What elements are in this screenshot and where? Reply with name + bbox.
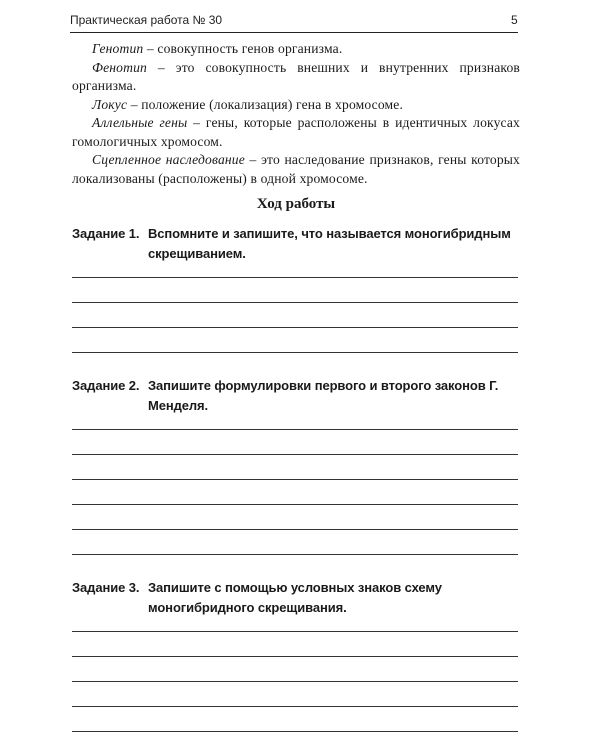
definition-genotype [72,40,520,59]
definition-linked-inheritance [72,151,520,188]
definition-term: Сцепленное наследование [92,152,245,167]
definition-text: – положение (локализация) гена в хромосоме. [127,96,404,112]
running-header [70,10,518,33]
definition-term: Локус [92,96,128,112]
answer-line[interactable] [72,302,518,303]
definition-locus [72,96,520,115]
definition-text: – совокупность генов организма. [143,41,343,56]
answer-line[interactable] [72,479,518,480]
task-label: Задание 3. [72,580,140,595]
answer-line[interactable] [72,731,518,732]
answer-line[interactable] [72,454,518,455]
answer-line[interactable] [72,529,518,530]
definition-text: – это наследование признаков, гены которых локализованы (расположены) в одной хромосоме. [72,152,520,186]
answer-line[interactable] [72,681,518,682]
definition-phenotype [72,59,520,96]
answer-line[interactable] [72,277,518,278]
task-text: Вспомните и запишите, что называется моногибридным скрещиванием. [148,226,511,261]
answer-line[interactable] [72,504,518,505]
definition-term: Генотип [92,41,144,56]
definitions-block [72,40,520,188]
task-text: Запишите формулировки первого и второго законов Г. Менделя. [148,378,499,413]
page-number: 5 [511,13,518,27]
answer-line[interactable] [72,327,518,328]
definition-term: Фенотип [92,59,147,75]
task-1 [72,224,522,264]
answer-line[interactable] [72,631,518,632]
section-title: Ход работы [256,196,336,212]
answer-line[interactable] [72,429,518,430]
definition-term: Аллельные гены [92,115,188,130]
answer-line[interactable] [72,706,518,707]
header-title: Практическая работа № 30 [70,13,223,27]
task-label: Задание 1. [72,226,140,241]
definition-text: – это совокупность внешних и внутренних признаков организма. [72,59,520,93]
answer-line[interactable] [72,656,518,657]
task-2 [72,376,522,416]
answer-line[interactable] [72,352,518,353]
answer-line[interactable] [72,554,518,555]
task-label: Задание 2. [72,378,140,393]
definition-text: – гены, которые расположены в идентичных локусах гомологичных хромосом. [72,115,521,149]
task-text: Запишите с помощью условных знаков схему моногибридного скрещивания. [148,580,442,615]
task-3 [72,578,522,618]
definition-allelic-genes [72,114,520,151]
